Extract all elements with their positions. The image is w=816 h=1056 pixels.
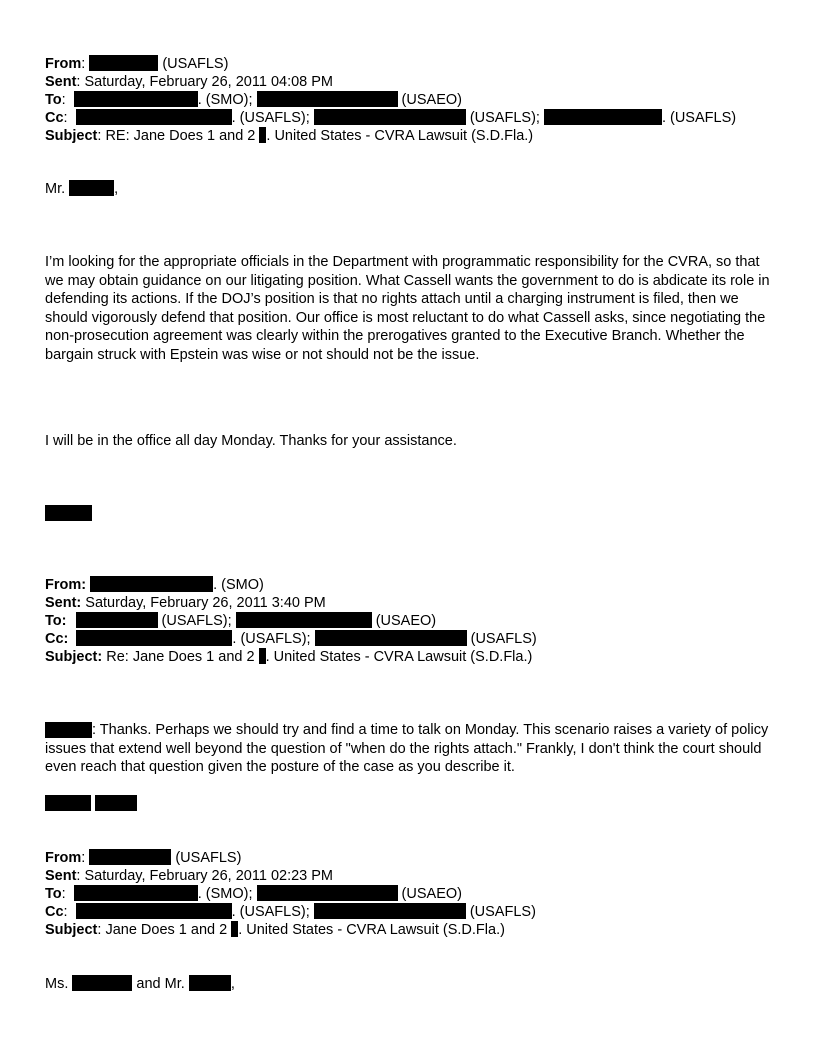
email2-body-text: : Thanks. Perhaps we should try and find a time to talk on Monday. This scenario raises a variety of policy issues that extend well beyond the question of "when do the rights attach." Frankly, I don't think the court should even reach that question given the posture of the case as you describe it. xyxy=(45,722,769,775)
redaction xyxy=(76,903,232,919)
sent-date: Saturday, February 26, 2011 04:08 PM xyxy=(84,74,334,90)
redaction xyxy=(76,612,158,628)
greeting-text: and Mr. xyxy=(136,976,185,992)
email2-header xyxy=(45,576,775,666)
email3-header xyxy=(45,849,775,939)
redaction xyxy=(544,109,662,125)
email1-body: I’m looking for the appropriate officials in the Department with programmatic responsibility for the CVRA, so that we may obtain guidance on our litigating position. What Cassell wants the government to do is abdicate its role in defending its actions. If the DOJ’s position is that no rights attach until a charging instrument is filed, then we should vigorously defend that position. Our office is most reluctant to do what Cassell asks, since negotiating the non-prosecution agreement was clearly within the prerogatives granted to the Executive Branch. Whether the bargain struck with Epstein was wise or not should not be the issue. xyxy=(45,254,770,363)
from-label: From: xyxy=(45,577,87,593)
cc-org: . (USAFLS); xyxy=(231,904,310,920)
redaction xyxy=(72,975,132,991)
cc-org: (USAFLS); xyxy=(469,110,540,126)
cc-org: (USAFLS) xyxy=(470,631,537,647)
sent-label: Sent xyxy=(45,868,77,884)
from-org: . (SMO) xyxy=(213,577,264,593)
email2-subject-line xyxy=(45,648,775,666)
to-org: . (SMO); xyxy=(197,92,253,108)
redaction xyxy=(259,648,266,664)
greeting-text: Ms. xyxy=(45,976,69,992)
cc-org: . (USAFLS); xyxy=(232,631,311,647)
cc-org: . (USAFLS); xyxy=(231,110,310,126)
redaction xyxy=(257,885,398,901)
email3-sent-line: Sent: Saturday, February 26, 2011 02:23 PM xyxy=(45,868,334,884)
redaction xyxy=(76,630,232,646)
subject-text: RE: Jane Does 1 and 2 xyxy=(105,128,256,144)
sent-label: Sent xyxy=(45,74,77,90)
to-org: . (SMO); xyxy=(197,886,253,902)
email1-closing: I will be in the office all day Monday. Thanks for your assistance. xyxy=(45,433,457,449)
cc-label: Cc xyxy=(45,110,64,126)
email3-from-line: From: (USAFLS) xyxy=(45,850,242,866)
email1-signature xyxy=(45,505,775,522)
to-label: To: xyxy=(45,613,67,629)
to-org: (USAEO) xyxy=(401,92,462,108)
subject-label: Subject xyxy=(45,922,98,938)
from-label: From xyxy=(45,56,82,72)
subject-text: Jane Does 1 and 2 xyxy=(105,922,228,938)
to-org: (USAEO) xyxy=(401,886,462,902)
cc-org: . (USAFLS) xyxy=(661,110,737,126)
redaction xyxy=(314,109,466,125)
subject-label: Subject xyxy=(45,128,98,144)
sent-label: Sent: xyxy=(45,595,82,611)
from-org: (USAFLS) xyxy=(162,56,229,72)
redaction xyxy=(89,55,158,71)
email1-sent-line: Sent: Saturday, February 26, 2011 04:08 PM xyxy=(45,74,334,90)
subject-text: . United States - CVRA Lawsuit (S.D.Fla.) xyxy=(265,649,533,665)
email2-sent-line xyxy=(45,594,775,612)
to-org: (USAEO) xyxy=(375,613,437,629)
subject-label: Subject: xyxy=(45,649,103,665)
email1-from-line: From: (USAFLS) xyxy=(45,56,229,72)
from-org: (USAFLS) xyxy=(175,850,242,866)
redaction xyxy=(257,91,398,107)
email2-to-line xyxy=(45,612,775,630)
subject-text: . United States - CVRA Lawsuit (S.D.Fla.) xyxy=(238,922,505,938)
cc-label: Cc xyxy=(45,904,64,920)
redaction xyxy=(90,576,213,592)
email2-signature xyxy=(45,795,775,812)
redaction xyxy=(315,630,467,646)
email3-subject-line: Subject: Jane Does 1 and 2 . United States - CVRA Lawsuit (S.D.Fla.) xyxy=(45,922,505,938)
sent-date: Saturday, February 26, 2011 02:23 PM xyxy=(84,868,334,884)
redaction xyxy=(189,975,231,991)
redaction xyxy=(95,795,137,811)
redaction xyxy=(89,849,171,865)
redaction xyxy=(76,109,232,125)
to-label: To xyxy=(45,886,62,902)
email3-greeting xyxy=(45,975,775,993)
to-org: (USAFLS); xyxy=(161,613,232,629)
redaction xyxy=(74,885,198,901)
redaction xyxy=(314,903,466,919)
greeting-text: Mr. xyxy=(45,181,66,197)
redaction xyxy=(45,795,91,811)
email3-cc-line: Cc: . (USAFLS); (USAFLS) xyxy=(45,904,536,920)
redaction xyxy=(45,505,92,521)
redaction xyxy=(74,91,198,107)
subject-text: Re: Jane Does 1 and 2 xyxy=(106,649,255,665)
email1-greeting xyxy=(45,180,775,198)
email1-subject-line: Subject: RE: Jane Does 1 and 2 . United States - CVRA Lawsuit (S.D.Fla.) xyxy=(45,128,534,144)
greeting-text: , xyxy=(114,181,119,197)
email2-from-line xyxy=(45,576,775,594)
email1-cc-line: Cc: . (USAFLS); (USAFLS); . (USAFLS) xyxy=(45,110,737,126)
cc-label: Cc: xyxy=(45,631,69,647)
email1-header xyxy=(45,55,775,145)
email2-cc-line xyxy=(45,630,775,648)
from-label: From xyxy=(45,850,82,866)
redaction xyxy=(45,722,92,738)
redaction xyxy=(236,612,372,628)
email2-body xyxy=(45,721,780,777)
email3-to-line: To: . (SMO); (USAEO) xyxy=(45,886,462,902)
subject-text: . United States - CVRA Lawsuit (S.D.Fla.) xyxy=(266,128,534,144)
to-label: To xyxy=(45,92,62,108)
email1-to-line: To: . (SMO); (USAEO) xyxy=(45,92,462,108)
redaction xyxy=(69,180,114,196)
greeting-text: , xyxy=(230,976,235,992)
cc-org: (USAFLS) xyxy=(469,904,536,920)
sent-date: Saturday, February 26, 2011 3:40 PM xyxy=(85,595,326,611)
